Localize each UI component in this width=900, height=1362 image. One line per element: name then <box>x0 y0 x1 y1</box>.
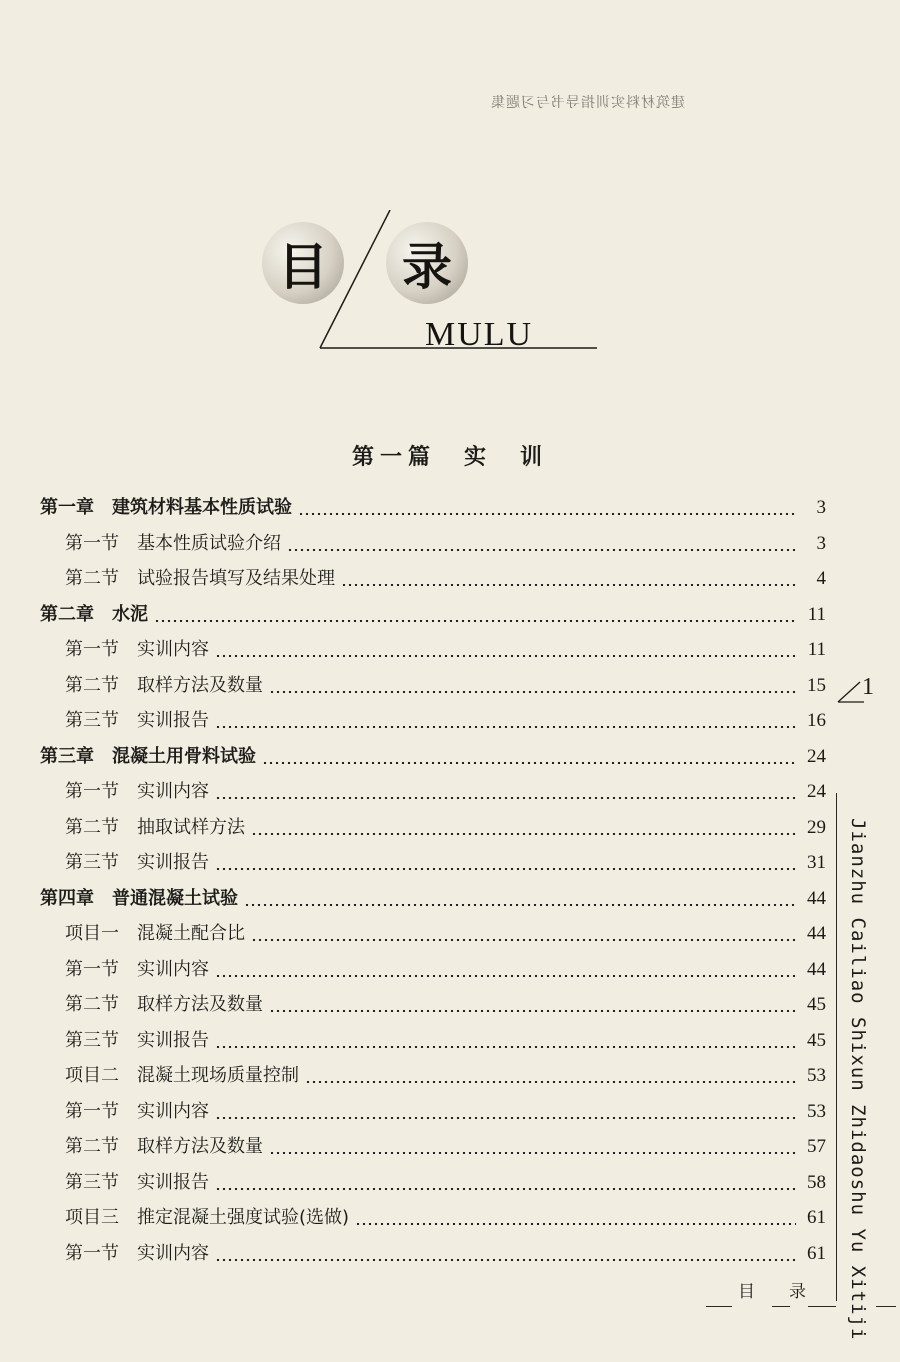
toc-entry-label: 第四章 普通混凝土试验 <box>40 887 238 909</box>
toc-section-entry <box>40 632 826 662</box>
toc-chapter-entry <box>40 490 826 520</box>
toc-section-entry <box>40 703 826 733</box>
title-romanized: MULU <box>425 316 534 353</box>
toc-chapter-entry <box>40 739 826 769</box>
footer-rule <box>808 1306 836 1307</box>
toc-page-number: 53 <box>807 1100 826 1122</box>
toc-page-number: 29 <box>807 816 826 838</box>
toc-chapter-entry <box>40 597 826 627</box>
toc-section-entry <box>40 1236 826 1266</box>
toc-page-number: 44 <box>807 958 826 980</box>
toc-entry-label: 第一节 基本性质试验介绍 <box>65 532 281 554</box>
toc-entry-label: 第一节 实训内容 <box>65 639 209 660</box>
toc-leader-dots <box>215 726 796 728</box>
toc-leader-dots <box>154 620 796 622</box>
toc-entry-label: 第三章 混凝土用骨料试验 <box>40 745 256 767</box>
footer-label: 目录 <box>738 1282 840 1302</box>
toc-section-entry <box>40 526 826 556</box>
toc-entry-label: 项目三 推定混凝土强度试验(选做) <box>65 1207 350 1228</box>
toc-page-number: 11 <box>807 639 826 660</box>
toc-leader-dots <box>215 1259 796 1261</box>
mirrored-header-bleedthrough: 建筑材料实训指导书与习题集 <box>490 95 685 111</box>
toc-page-number: 58 <box>807 1171 826 1193</box>
toc-leader-dots <box>251 833 796 835</box>
toc-leader-dots <box>215 797 796 799</box>
toc-entry-label: 项目一 混凝土配合比 <box>65 923 245 944</box>
toc-page-number: 44 <box>807 923 826 944</box>
toc-leader-dots <box>341 584 796 586</box>
toc-entry-label: 第三节 实训报告 <box>65 1171 209 1193</box>
toc-leader-dots <box>269 691 796 693</box>
toc-section-entry <box>40 952 826 982</box>
toc-page-number: 15 <box>807 674 826 696</box>
title-char-mu: 目 <box>262 222 344 304</box>
toc-leader-dots <box>215 868 796 870</box>
toc-page-number: 16 <box>807 710 826 731</box>
toc-page-number: 61 <box>807 1242 826 1264</box>
side-page-number: 1 <box>862 674 874 700</box>
footer-rule <box>876 1306 896 1307</box>
toc-page-number: 53 <box>807 1065 826 1086</box>
toc-leader-dots <box>215 655 796 657</box>
toc-leader-dots <box>215 975 796 977</box>
title-slash-line <box>320 210 390 348</box>
toc-entry-label: 第二章 水泥 <box>40 603 148 625</box>
toc-page-number: 4 <box>816 568 826 589</box>
toc-leader-dots <box>298 513 796 515</box>
toc-page-number: 3 <box>816 497 826 518</box>
toc-leader-dots <box>244 904 796 906</box>
footer-rule <box>706 1306 732 1307</box>
toc-page-number: 57 <box>807 1136 826 1157</box>
toc-section-entry <box>40 1129 826 1159</box>
toc-section-entry <box>40 916 826 946</box>
toc-entry-label: 第三节 实训报告 <box>65 852 209 873</box>
toc-leader-dots <box>262 762 796 764</box>
title-char-lu: 录 <box>386 222 468 304</box>
toc-entry-label: 第一节 实训内容 <box>65 1242 209 1264</box>
toc-entry-label: 第一章 建筑材料基本性质试验 <box>40 497 292 518</box>
side-vertical-rule <box>836 793 837 1301</box>
toc-section-entry <box>40 1058 826 1088</box>
toc-leader-dots <box>305 1081 796 1083</box>
toc-section-entry <box>40 668 826 698</box>
toc-section-entry <box>40 561 826 591</box>
toc-section-entry <box>40 1165 826 1195</box>
toc-section-entry <box>40 810 826 840</box>
toc-leader-dots <box>215 1046 796 1048</box>
toc-chapter-entry <box>40 881 826 911</box>
toc-page-number: 24 <box>807 781 826 802</box>
toc-entry-label: 第二节 取样方法及数量 <box>65 1136 263 1157</box>
side-running-title: Jianzhu Cailiao Shixun Zhidaoshu Yu Xitiji <box>847 818 869 1341</box>
toc-entry-label: 第二节 取样方法及数量 <box>65 674 263 696</box>
toc-leader-dots <box>269 1010 796 1012</box>
toc-page-number: 3 <box>816 532 826 554</box>
footer-rule <box>772 1306 790 1307</box>
toc-page-number: 45 <box>807 994 826 1015</box>
toc-entry-label: 第二节 取样方法及数量 <box>65 994 263 1015</box>
toc-page-number: 45 <box>807 1029 826 1051</box>
toc-section-entry <box>40 1200 826 1230</box>
page-number-slash <box>836 680 866 704</box>
toc-entry-label: 第二节 抽取试样方法 <box>65 816 245 838</box>
toc-leader-dots <box>215 1188 796 1190</box>
toc-entry-label: 第一节 实训内容 <box>65 1100 209 1122</box>
toc-leader-dots <box>251 939 796 941</box>
toc-leader-dots <box>355 1223 796 1225</box>
toc-page-number: 61 <box>807 1207 826 1228</box>
toc-page-number: 24 <box>807 745 826 767</box>
toc-section-entry <box>40 1094 826 1124</box>
toc-entry-label: 第二节 试验报告填写及结果处理 <box>65 568 335 589</box>
toc-entry-label: 项目二 混凝土现场质量控制 <box>65 1065 299 1086</box>
toc-section-entry <box>40 845 826 875</box>
toc-page-number: 11 <box>807 603 826 625</box>
toc-section-entry <box>40 987 826 1017</box>
toc-section-entry <box>40 774 826 804</box>
toc-leader-dots <box>269 1152 796 1154</box>
toc-leader-dots <box>287 549 796 551</box>
toc-entry-label: 第三节 实训报告 <box>65 1029 209 1051</box>
toc-entry-label: 第一节 实训内容 <box>65 781 209 802</box>
toc-page-number: 44 <box>807 887 826 909</box>
part-title: 第一篇 实 训 <box>351 445 548 470</box>
toc-leader-dots <box>215 1117 796 1119</box>
toc-entry-label: 第三节 实训报告 <box>65 710 209 731</box>
toc-entry-label: 第一节 实训内容 <box>65 958 209 980</box>
toc-page-number: 31 <box>807 852 826 873</box>
toc-section-entry <box>40 1023 826 1053</box>
